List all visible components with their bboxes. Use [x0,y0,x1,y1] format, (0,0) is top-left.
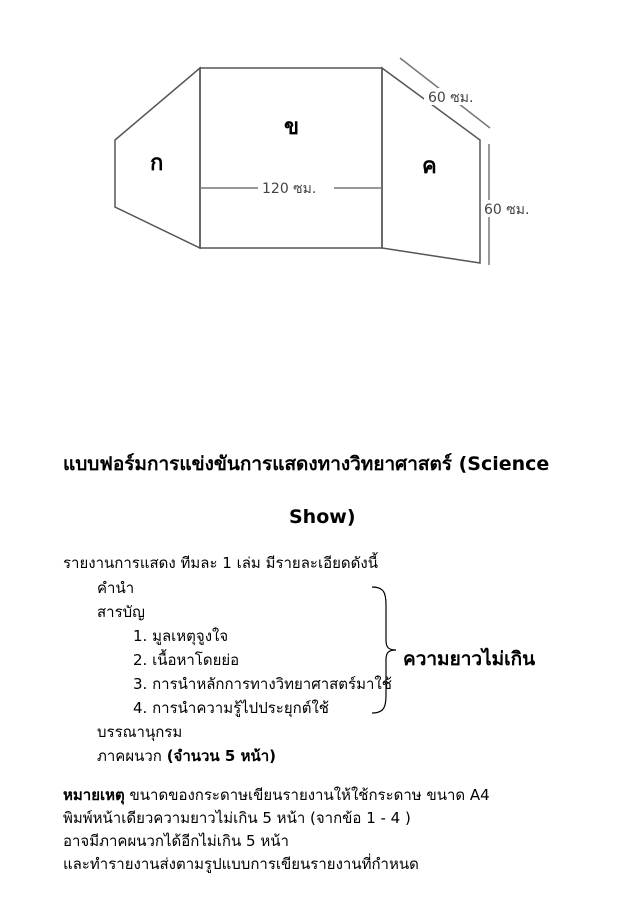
item-sub1: 1. มูลเหตุจูงใจ [133,627,229,645]
panel-right-label: ค [422,154,437,179]
item-appendix-label: ภาคผนวก [97,747,162,765]
report-intro: รายงานการแสดง ทีมละ 1 เล่ม มีรายละเอียดดังนี้ [63,554,378,572]
form-title-line1: แบบฟอร์มการแข่งขันการแสดงทางวิทยาศาสตร์ (Science [63,453,550,475]
item-bibliography: บรรณานุกรม [97,723,183,741]
item-appendix-note: (จำนวน 5 หน้า) [166,747,276,765]
item-appendix [97,744,276,768]
notes-line2: พิมพ์หน้าเดียวความยาวไม่เกิน 5 หน้า (จากข้อ 1 - 4 ) [63,809,411,827]
side-depth-label: 60 ซม. [428,90,474,106]
height-label: 60 ซม. [484,202,530,218]
notes-line1 [63,783,490,807]
item-toc: สารบัญ [97,603,145,621]
center-width-label: 120 ซม. [262,181,317,197]
item-preface: คำนำ [97,579,135,597]
notes-line1-text: ขนาดของกระดาษเขียนรายงานให้ใช้กระดาษ ขนาด A4 [129,786,490,804]
item-sub4: 4. การนำความรู้ไปประยุกต์ใช้ [133,699,329,717]
notes-line4: และทำรายงานส่งตามรูปแบบการเขียนรายงานที่กำหนด [63,855,419,873]
display-board-diagram [0,0,638,300]
panel-center-label: ข [284,115,300,140]
notes-heading: หมายเหตุ [63,786,125,804]
item-sub2: 2. เนื้อหาโดยย่อ [133,651,240,669]
panel-left-label: ก [150,151,164,176]
center-panel [200,68,382,248]
item-sub3: 3. การนำหลักการทางวิทยาศาสตร์มาใช้ [133,675,392,693]
form-title-line2: Show) [289,506,356,528]
length-bracket [370,585,400,715]
length-limit-label: ความยาวไม่เกิน [403,648,536,670]
notes-line3: อาจมีภาคผนวกได้อีกไม่เกิน 5 หน้า [63,832,289,850]
